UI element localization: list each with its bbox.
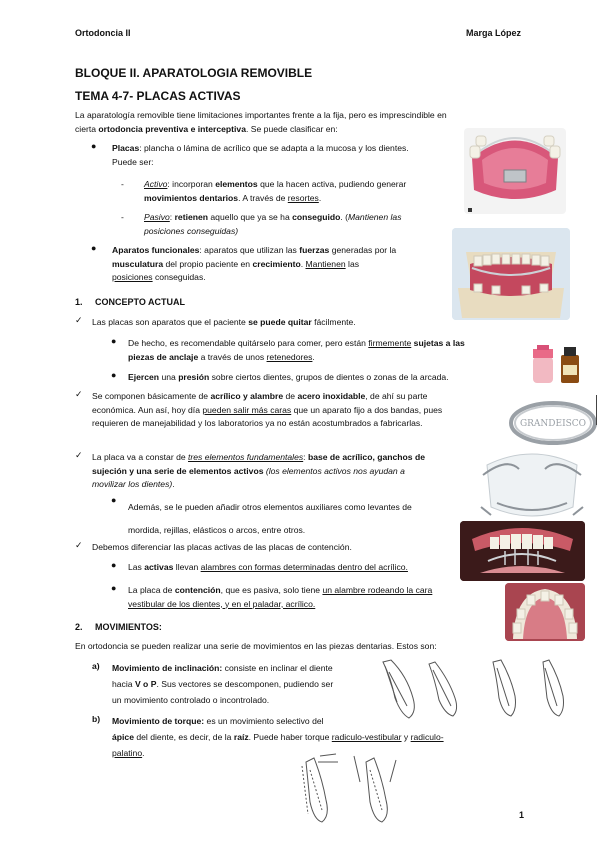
block-title: BLOQUE II. APARATOLOGIA REMOVIBLE [75,66,313,80]
steel-wire-ring-photo [507,398,599,448]
placas-activo: Activo: incorporan elementos que la hacen activa, pudiendo generar movimientos dentarios. A través de resortes. [144,179,407,203]
movement-b: Movimiento de torque: es un movimiento selectivo del ápice del diente, es decir, de la raíz. Puede haber torque radiculo-vestibular y radiculo- palatino. [112,716,444,758]
palate-retainer-photo [505,583,585,641]
clear-plate-photo [477,445,587,525]
bullet-dot: ● [91,141,97,151]
active-plate-photo [464,128,566,214]
page-number: 1 [519,810,525,820]
header-right: Marga López [466,28,522,38]
section2-number: 2. [75,622,83,632]
section1-title: CONCEPTO ACTUAL [95,297,185,307]
placas-pasivo: Pasivo: retienen aquello que ya se ha conseguido. (Mantienen las posiciones conseguidas) [144,212,402,236]
s1-bullet-1: De hecho, es recomendable quitárselo para comer, pero están firmemente sujetas a las piezas de anclaje a través de unos retenedores. [128,338,465,362]
s1-check-3: La placa va a constar de tres elementos fundamentales: base de acrílico, ganchos de sujeción y una serie de elementos activos (los elementos activos nos ayudan a movilizar los dientes). [92,452,425,489]
movement-a: Movimiento de inclinación: consiste en inclinar el diente hacia V o P. Sus vectores se descomponen, pudiendo ser un movimiento controlado o incontrolado. [112,663,334,705]
edge-mark [596,395,597,425]
s1-check-2: Se componen básicamente de acrílico y alambre de acero inoxidable, de ahí su parte económica. Aun así, hoy día pueden salir más caras que un aparato fijo a dos bandas, pues requieren de manejabilidad y los laboratorios ya no están acostumbrados a fabricarlas. [92,391,443,428]
s1-bullet-5: La placa de contención, que es pasiva, solo tiene un alambre rodeando la cara vestibular de los dientes, y en el paladar, acrílico. [128,585,433,609]
ring-logo-text: GRANDEISCO [519,419,587,429]
placas-item: Placas: plancha o lámina de acrílico que se adapta a la mucosa y los dientes. Puede ser: [112,143,409,167]
s1-bullet-4: Las activas llevan alambres con formas determinadas dentro del acrílico. [128,562,408,572]
section2-intro: En ortodoncia se pueden realizar una serie de movimientos en las piezas dentarias. Estos son: [75,641,437,651]
section2-title: MOVIMIENTOS: [95,622,162,632]
functional-appliance-photo [452,228,570,320]
topic-title: TEMA 4-7- PLACAS ACTIVAS [75,89,241,103]
header-left: Ortodoncia II [75,28,131,38]
torque-diagram [296,752,414,824]
mouth-active-plate-photo [460,521,585,581]
acrylic-bottles-photo [529,345,585,385]
s1-bullet-3: Además, se le pueden añadir otros elementos auxiliares como levantes de mordida, rejillas, elásticos o arcos, entre otros. [128,502,412,535]
check-icon: ✓ [75,389,83,399]
funcionales-item: Aparatos funcionales: aparatos que utilizan las fuerzas generadas por la musculatura del propio paciente en crecimiento. Mantienen las posiciones conseguidas. [112,245,397,282]
check-icon: ✓ [75,540,83,550]
check-icon: ✓ [75,315,83,325]
intro-paragraph: La aparatología removible tiene limitaciones importantes frente a la fija, pero es imprescindible en cierta ortodoncia preventiva e interceptiva. Se puede clasificar en: [75,110,447,134]
section1-number: 1. [75,297,83,307]
inclination-diagram [377,658,577,720]
check-icon: ✓ [75,450,83,460]
s1-bullet-2: Ejercen una presión sobre ciertos dientes, grupos de dientes o zonas de la arcada. [128,372,449,382]
s1-check-4: Debemos diferenciar las placas activas de las placas de contención. [92,542,352,552]
